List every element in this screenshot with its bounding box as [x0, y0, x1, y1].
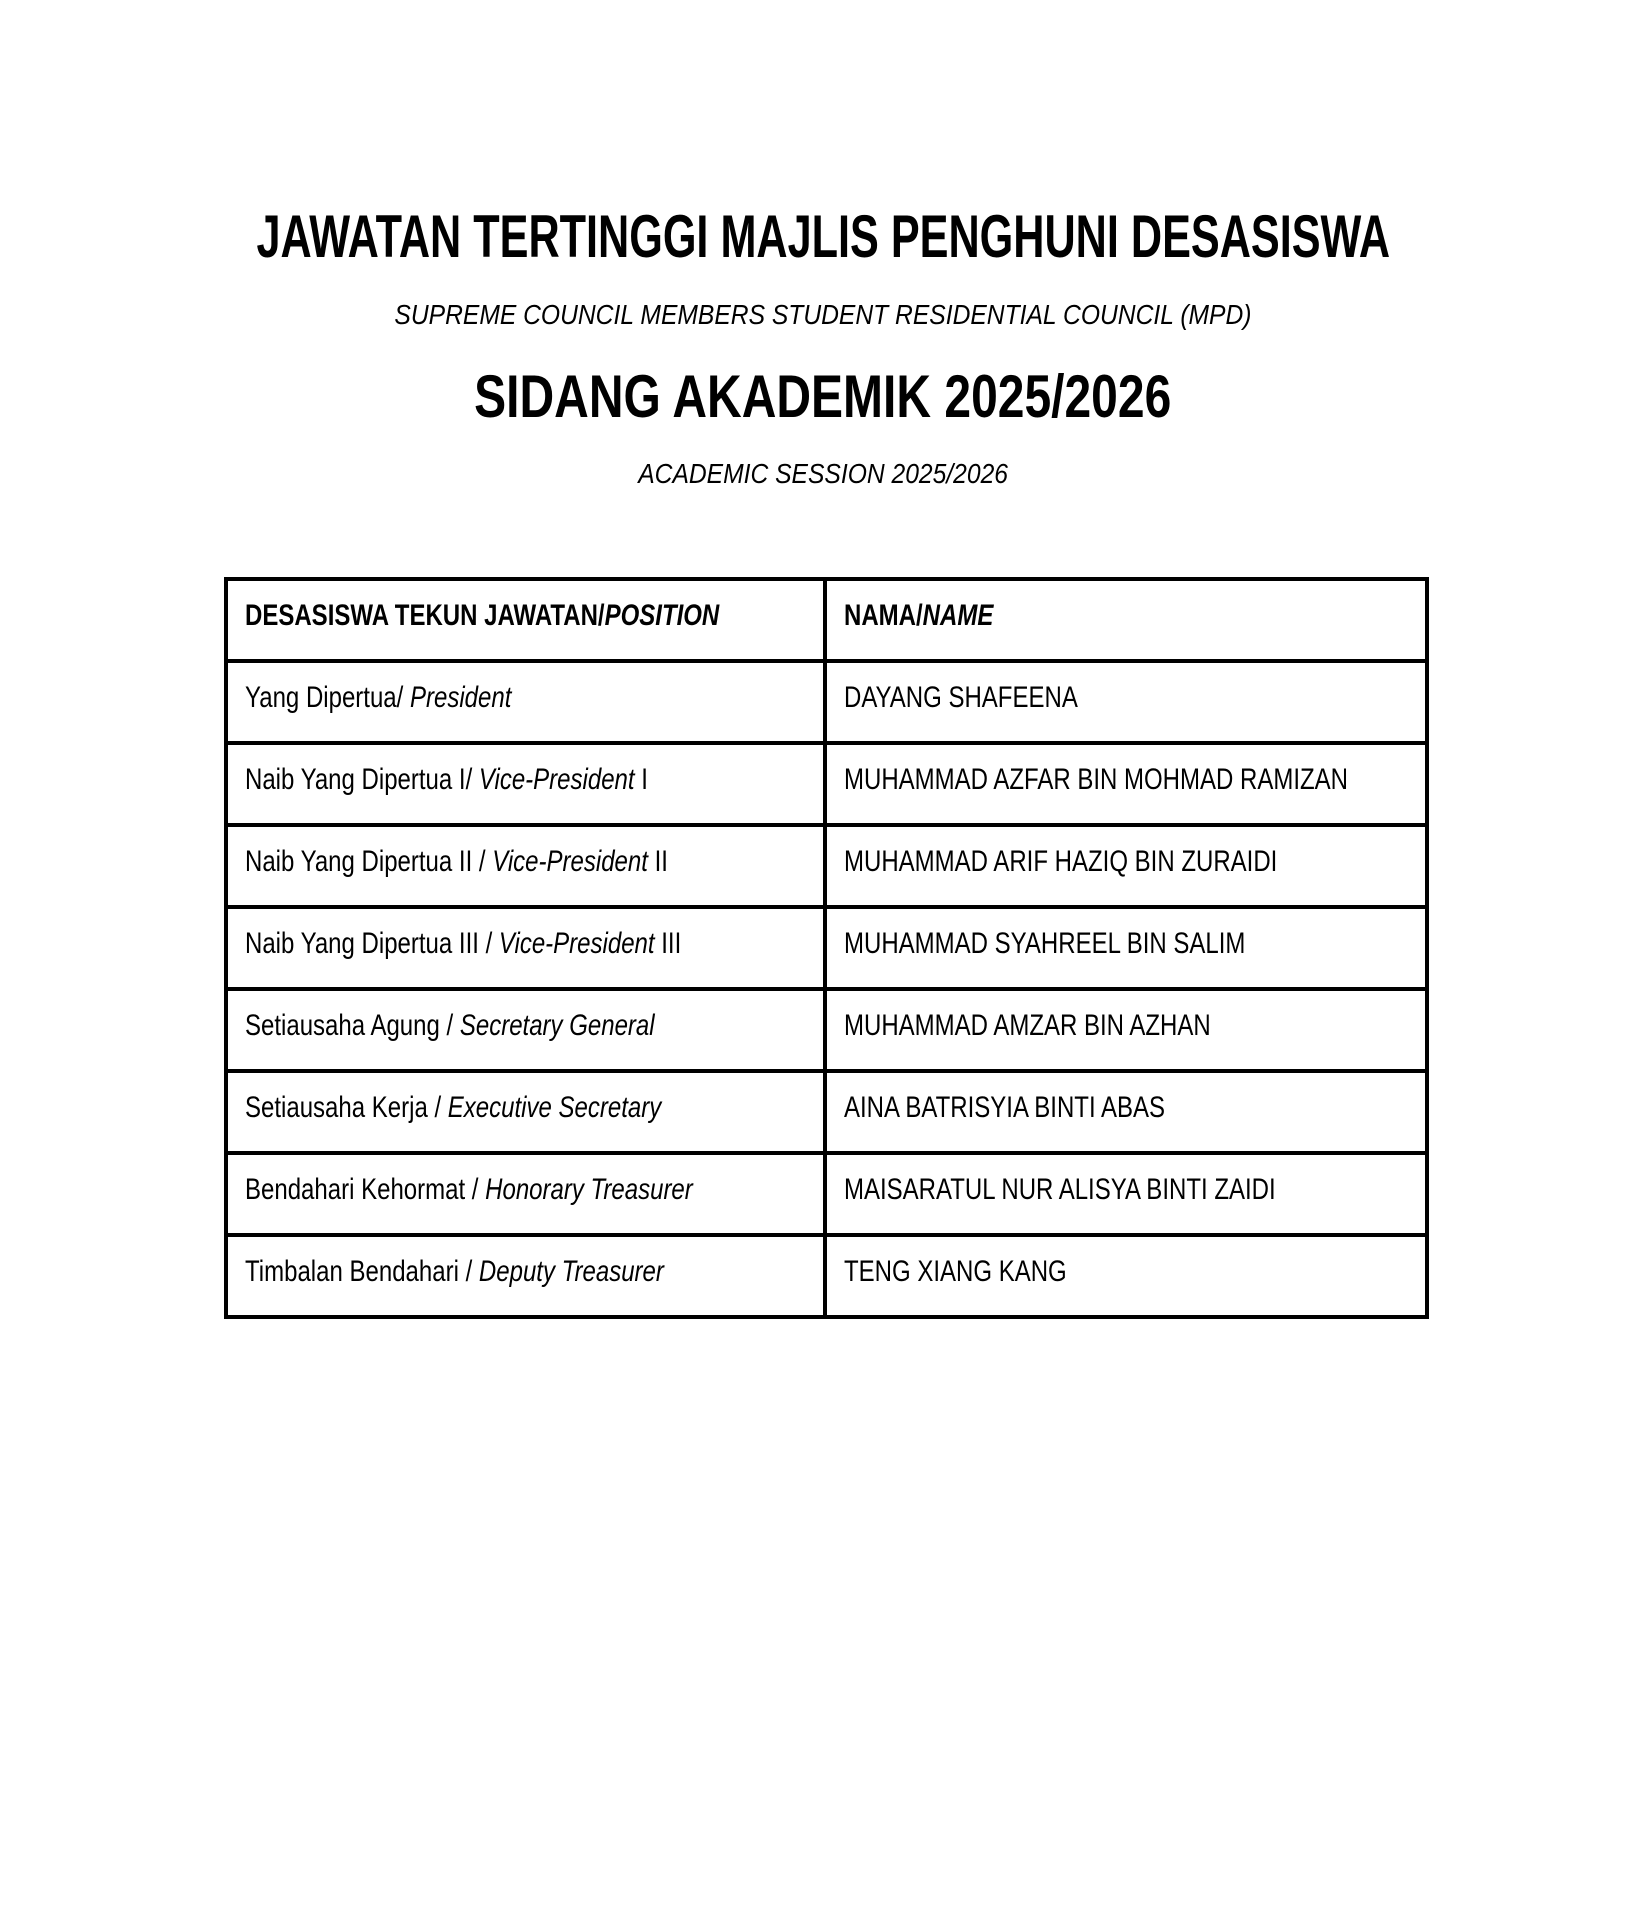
document-page: [0, 203, 1646, 1922]
position-cell-text: [245, 927, 681, 962]
table-row: [226, 1235, 1427, 1317]
position-cell-text: [245, 681, 511, 716]
page-title-english-text: SUPREME COUNCIL MEMBERS STUDENT RESIDENTIAL COUNCIL (MPD): [394, 299, 1252, 330]
position-cell-text: [245, 1009, 655, 1044]
name-cell: [825, 1071, 1427, 1153]
position-english-italic: Honorary Treasurer: [485, 1173, 693, 1206]
page-title-malay: [0, 203, 1646, 270]
position-prefix: Timbalan Bendahari /: [245, 1255, 479, 1288]
session-title-malay: [0, 363, 1646, 430]
position-english-italic: Secretary General: [459, 1009, 655, 1042]
position-prefix: Bendahari Kehormat /: [245, 1173, 486, 1206]
name-cell: [825, 661, 1427, 743]
position-cell-text: [245, 1255, 664, 1290]
position-suffix: II: [647, 845, 668, 878]
position-prefix: Naib Yang Dipertua II /: [245, 845, 493, 878]
position-suffix: I: [634, 763, 648, 796]
position-prefix: Naib Yang Dipertua III /: [245, 927, 499, 960]
name-cell-text: MAISARATUL NUR ALISYA BINTI ZAIDI: [844, 1173, 1276, 1206]
position-suffix: III: [654, 927, 682, 960]
position-cell-text: [245, 1173, 693, 1208]
name-cell-text: DAYANG SHAFEENA: [844, 681, 1078, 714]
position-english-italic: Vice-President: [498, 927, 655, 960]
session-title-english-text: ACADEMIC SESSION 2025/2026: [638, 458, 1008, 489]
session-title-english: [0, 460, 1646, 488]
position-english-italic: Executive Secretary: [447, 1091, 662, 1124]
position-cell: [226, 1235, 825, 1317]
table-row: [226, 907, 1427, 989]
position-cell: [226, 1071, 825, 1153]
name-column-header-text: [844, 599, 993, 634]
name-cell-text: MUHAMMAD AZFAR BIN MOHMAD RAMIZAN: [844, 763, 1349, 796]
table-row: [226, 1071, 1427, 1153]
name-cell-text: TENG XIANG KANG: [844, 1255, 1067, 1288]
page-title-malay-text: JAWATAN TERTINGGI MAJLIS PENGHUNI DESASISWA: [256, 203, 1390, 270]
name-cell-text: MUHAMMAD ARIF HAZIQ BIN ZURAIDI: [844, 845, 1278, 878]
position-english-italic: President: [410, 681, 512, 714]
table-row: [226, 743, 1427, 825]
position-prefix: Naib Yang Dipertua I/: [245, 763, 479, 796]
position-header-italic: POSITION: [604, 599, 720, 632]
table-row: [226, 989, 1427, 1071]
name-header-italic: NAME: [922, 599, 994, 632]
position-header-prefix: DESASISWA TEKUN JAWATAN/: [245, 599, 605, 632]
name-cell: [825, 907, 1427, 989]
page-title-english: [0, 301, 1646, 329]
name-cell: [825, 989, 1427, 1071]
position-cell-text: [245, 1091, 661, 1126]
position-prefix: Yang Dipertua/: [245, 681, 410, 714]
name-cell-text: MUHAMMAD AMZAR BIN AZHAN: [844, 1009, 1211, 1042]
position-column-header: [226, 579, 825, 661]
name-cell-text: MUHAMMAD SYAHREEL BIN SALIM: [844, 927, 1246, 960]
position-column-header-text: [245, 599, 719, 634]
session-title-malay-text: SIDANG AKADEMIK 2025/2026: [474, 363, 1172, 430]
name-cell-text: AINA BATRISYIA BINTI ABAS: [844, 1091, 1165, 1124]
position-cell: [226, 989, 825, 1071]
position-cell: [226, 825, 825, 907]
position-cell: [226, 743, 825, 825]
council-table-head: [226, 579, 1427, 661]
position-prefix: Setiausaha Agung /: [245, 1009, 460, 1042]
council-members-table: [224, 577, 1429, 1319]
header-row: [226, 579, 1427, 661]
name-column-header: [825, 579, 1427, 661]
position-cell: [226, 661, 825, 743]
position-cell-text: [245, 763, 648, 798]
position-english-italic: Deputy Treasurer: [478, 1255, 664, 1288]
position-prefix: Setiausaha Kerja /: [245, 1091, 448, 1124]
position-english-italic: Vice-President: [492, 845, 648, 878]
name-cell: [825, 1153, 1427, 1235]
table-row: [226, 661, 1427, 743]
name-header-prefix: NAMA/: [844, 599, 923, 632]
position-cell: [226, 1153, 825, 1235]
table-row: [226, 825, 1427, 907]
name-cell: [825, 825, 1427, 907]
position-english-italic: Vice-President: [478, 763, 635, 796]
council-table-body: [226, 661, 1427, 1317]
position-cell-text: [245, 845, 668, 880]
name-cell: [825, 743, 1427, 825]
position-cell: [226, 907, 825, 989]
name-cell: [825, 1235, 1427, 1317]
table-row: [226, 1153, 1427, 1235]
